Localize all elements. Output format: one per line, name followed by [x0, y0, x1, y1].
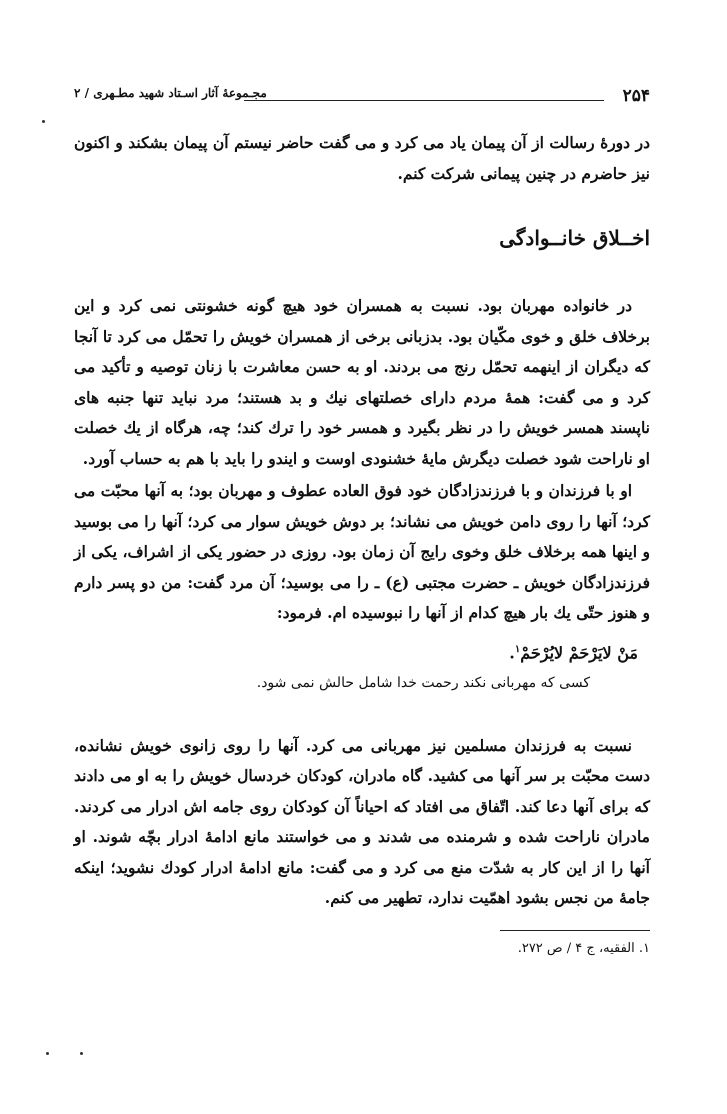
scan-speck [46, 1052, 49, 1055]
footnote-reference: ۱ [514, 643, 521, 655]
hadith-translation: کسی که مهربانی نکند رحمت خدا شامل حالش نمی شود. [256, 675, 590, 692]
body-paragraph: نسبت به فرزندان مسلمین نیز مهربانی می کرد. آنها را روی زانوی خویش نشانده، دست محبّت بر سر آنها می کشید. گاه مادران، کودکان خردسال خویش را به او می دادند که برای آنها دعا کند. اتّفاق می افتاد که احیاناً آن کودکان روی جامه اش ادرار می کردند. مادران ناراحت شده و شرمنده می شدند و می خواستند مانع ادامهٔ ادرار بچّه شوند. او آنها را از این کار به شدّت منع می کرد و می گفت: مانع ادامهٔ ادرار کودك نشوید؛ اینکه جامهٔ من نجس بشود اهمّیت ندارد، تطهیر می کنم. [74, 735, 650, 908]
header-rule [244, 100, 604, 101]
page-body [74, 128, 650, 961]
scan-speck [42, 120, 45, 123]
section-heading: اخــلاق خانــوادگی [499, 226, 650, 250]
page-number: ۲۵۴ [622, 86, 650, 106]
hadith-text: مَنْ لایَرْحَمْ لایُرْحَمْ [520, 642, 638, 662]
running-title: مجـموعهٔ آثار اسـتاد شهید مطـهری / ۲ [74, 86, 267, 100]
intro-paragraph: در دورهٔ رسالت از آن پیمان یاد می کرد و می گفت حاضر نیستم آن پیمان بشکند و اکنون نیز حاضرم در چنین پیمانی شرکت کنم. [74, 133, 650, 183]
page-header [74, 86, 650, 110]
body-paragraph: او با فرزندان و با فرزندزادگان خود فوق العاده عطوف و مهربان بود؛ به آنها محبّت می کرد؛ آنها را روی دامن خویش می نشاند؛ بر دوش خویش سوار می کرد؛ آنها را می بوسید و اینها همه برخلاف خلق وخوی رایج آن زمان بود. روزی در حضور یکی از اشراف، یکی از فرزندزادگان خویش ـ حضرت مجتبی (ع) ـ را می بوسید؛ آن مرد گفت: من دو پسر دارم و هنوز حتّی یك بار هیچ كدام از آنها را نبوسیده ام. فرمود: [74, 481, 650, 622]
scan-speck [80, 1052, 83, 1055]
footnote: ۱. الفقیه، ج ۴ / ص ۲۷۲. [517, 940, 650, 956]
footnote-rule [500, 930, 650, 931]
body-paragraph: در خانواده مهربان بود. نسبت به همسران خود هیچ گونه خشونتی نمی کرد و این برخلاف خلق و خوی مکّیان بود. بدزبانی برخی از همسران خویش را تحمّل می کرد تا آنجا که دیگران از اینهمه تحمّل رنج می بردند. او به حسن معاشرت با زنان توصیه و تأکید می کرد و می گفت: همهٔ مردم دارای خصلتهای نیك و بد هستند؛ مرد نباید تنها جنبه های ناپسند همسر خویش را در نظر بگیرد و همسر خود را ترك كند؛ چه، هرگاه از یك خصلت او ناراحت شود خصلت دیگرش مایهٔ خشنودی اوست و ایندو را باید با هم به حساب آورد. [74, 296, 650, 468]
hadith-quote: مَنْ لایَرْحَمْ لایُرْحَمْ$^۱$. [509, 642, 638, 662]
